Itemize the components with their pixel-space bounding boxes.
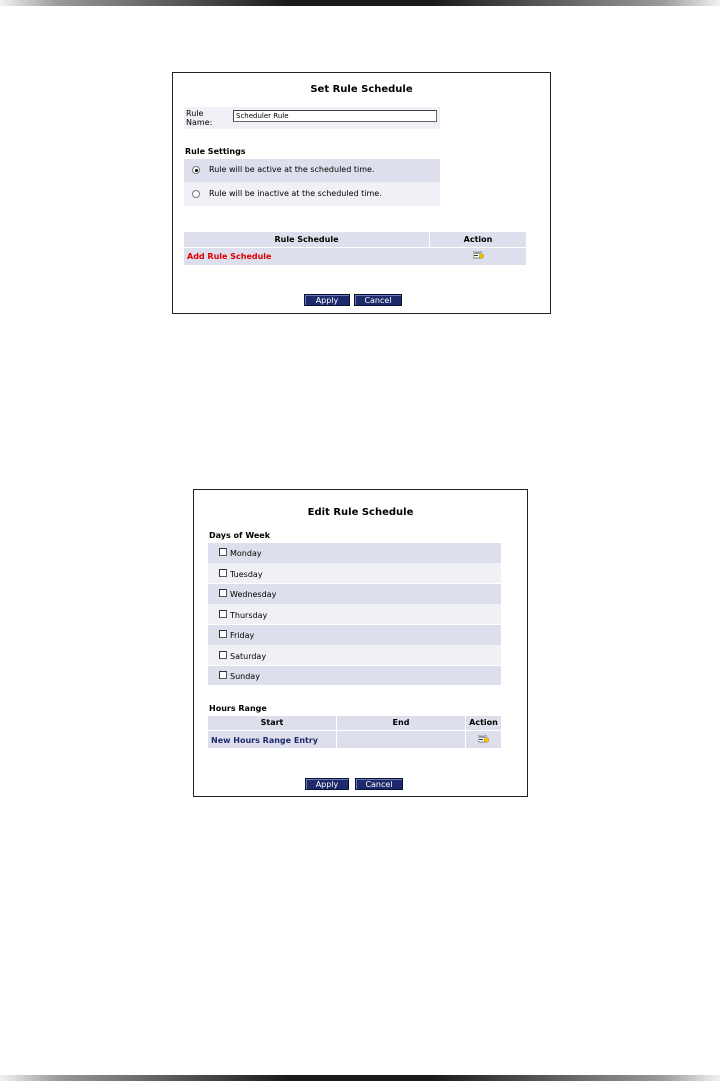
wednesday-label: Wednesday [230, 590, 277, 599]
day-row-sunday[interactable] [208, 666, 501, 685]
rule-settings-title: Rule Settings [185, 147, 246, 156]
day-row-friday[interactable] [208, 625, 501, 645]
set-rule-title: Set Rule Schedule [310, 84, 413, 95]
set-rule-apply-button[interactable]: Apply [304, 294, 350, 306]
col-rule-schedule: Rule Schedule [184, 232, 429, 247]
saturday-label: Saturday [230, 652, 267, 661]
day-row-saturday[interactable] [208, 645, 501, 665]
tuesday-label: Tuesday [230, 570, 263, 579]
new-hours-end-cell [337, 731, 465, 748]
monday-label: Monday [230, 549, 262, 558]
set-rule-cancel-button[interactable]: Cancel [354, 294, 402, 306]
new-hours-range-entry-link[interactable]: New Hours Range Entry [211, 736, 319, 745]
option-active-row[interactable] [184, 159, 440, 182]
col-hours-action: Action [466, 716, 501, 730]
add-rule-row [184, 248, 526, 265]
sunday-checkbox[interactable] [219, 671, 227, 679]
set-rule-schedule-panel [172, 72, 551, 314]
edit-rule-apply-button[interactable]: Apply [305, 778, 349, 790]
option-inactive-row[interactable] [184, 182, 440, 206]
add-hours-range-icon[interactable] [478, 735, 489, 743]
thursday-label: Thursday [230, 611, 268, 620]
edit-rule-schedule-panel [193, 489, 528, 797]
option-active-label: Rule will be active at the scheduled time. [209, 165, 375, 174]
day-row-wednesday[interactable] [208, 584, 501, 604]
col-start: Start [208, 716, 336, 730]
rule-name-label: Rule Name: [186, 109, 213, 127]
day-row-tuesday[interactable] [208, 563, 501, 583]
radio-active[interactable] [192, 166, 200, 174]
edit-rule-title: Edit Rule Schedule [307, 507, 414, 518]
sunday-label: Sunday [230, 672, 260, 681]
col-end: End [337, 716, 465, 730]
new-hours-action-cell [466, 731, 501, 748]
col-action: Action [430, 232, 526, 247]
add-rule-schedule-link[interactable]: Add Rule Schedule [187, 252, 272, 261]
friday-label: Friday [230, 631, 255, 640]
add-schedule-icon[interactable] [473, 251, 484, 259]
edit-rule-cancel-button[interactable]: Cancel [355, 778, 403, 790]
bottom-decorative-bar [0, 1075, 720, 1081]
days-of-week-title: Days of Week [209, 531, 271, 540]
monday-checkbox[interactable] [219, 548, 227, 556]
wednesday-checkbox[interactable] [219, 589, 227, 597]
rule-name-row [184, 107, 440, 129]
day-row-monday[interactable] [208, 543, 501, 563]
tuesday-checkbox[interactable] [219, 569, 227, 577]
rule-name-input[interactable]: Scheduler Rule [233, 110, 437, 122]
saturday-checkbox[interactable] [219, 651, 227, 659]
day-row-thursday[interactable] [208, 604, 501, 624]
option-inactive-label: Rule will be inactive at the scheduled time. [209, 189, 382, 198]
top-decorative-bar [0, 0, 720, 6]
new-hours-row [208, 731, 336, 748]
radio-inactive[interactable] [192, 190, 200, 198]
hours-range-title: Hours Range [209, 704, 267, 713]
friday-checkbox[interactable] [219, 630, 227, 638]
days-list [208, 543, 501, 685]
thursday-checkbox[interactable] [219, 610, 227, 618]
